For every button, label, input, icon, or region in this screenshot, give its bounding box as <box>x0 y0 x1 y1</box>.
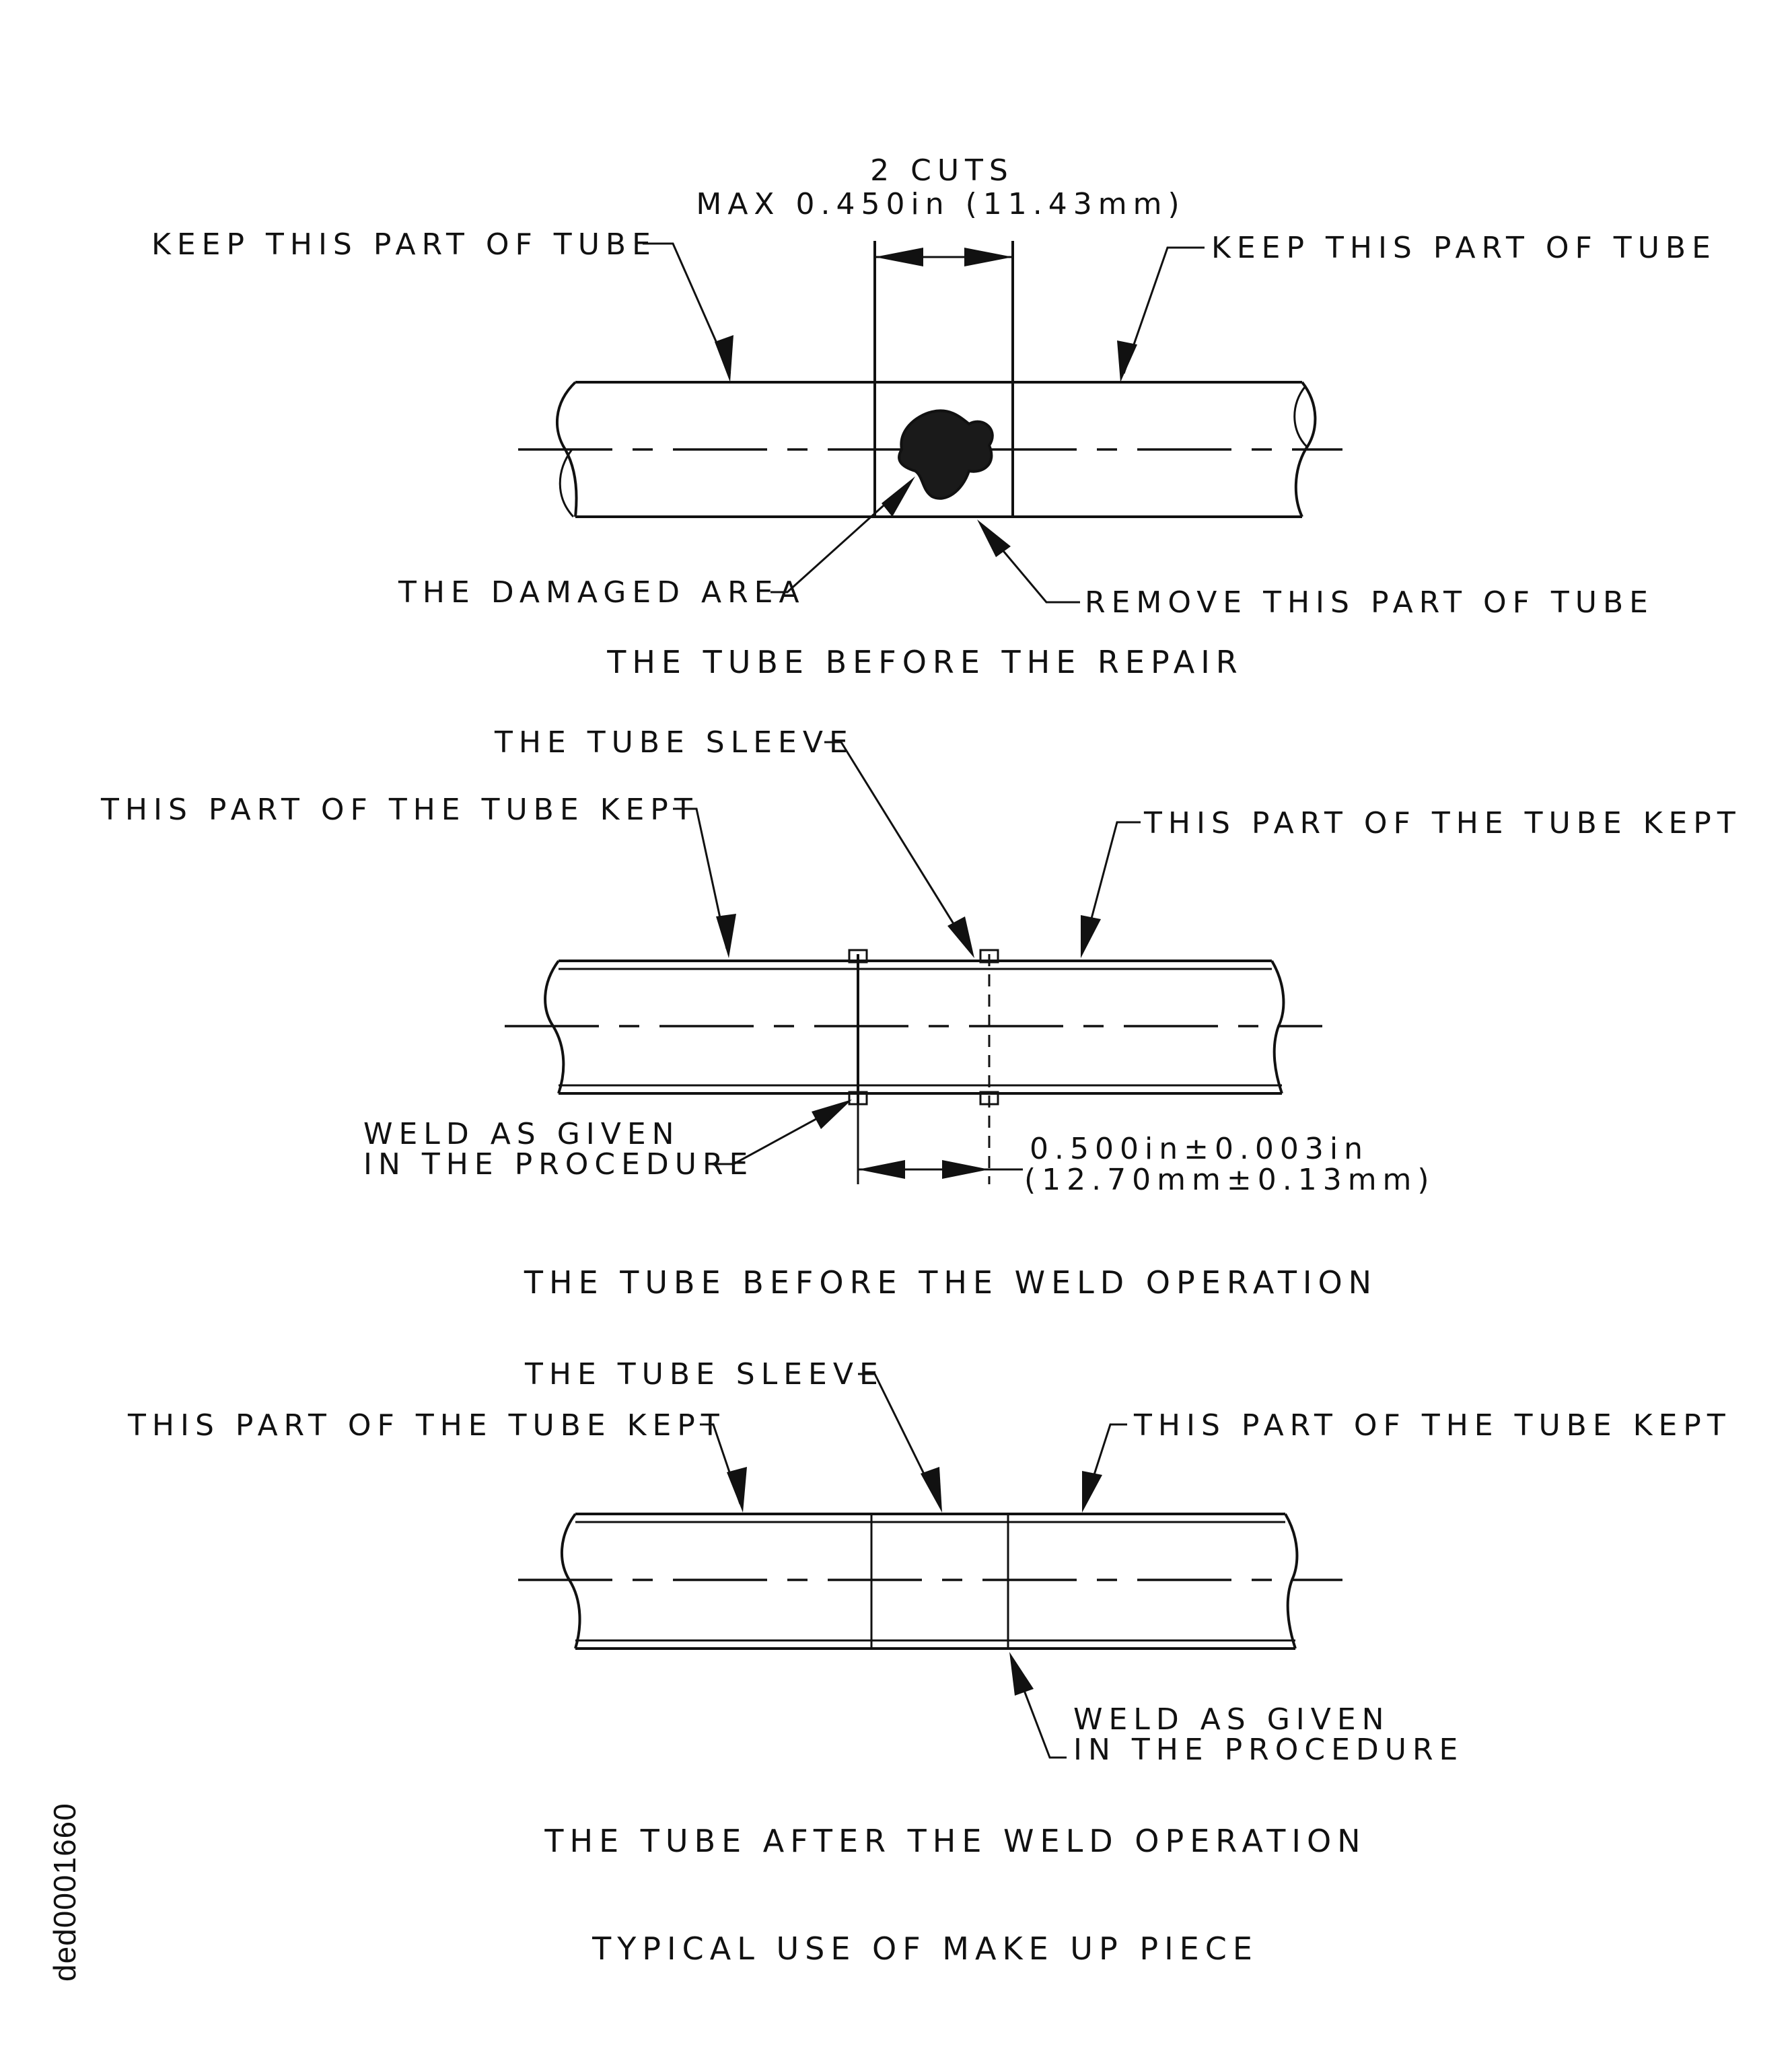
label-kept-right: THIS PART OF THE TUBE KEPT <box>1144 806 1742 840</box>
leader-sleeve <box>824 742 969 949</box>
leader-arrowhead <box>1081 915 1101 958</box>
label-keep-left: KEEP THIS PART OF TUBE <box>151 227 657 262</box>
label-tube-sleeve: THE TUBE SLEEVE <box>525 1357 884 1391</box>
dimension-arrowhead <box>964 248 1013 266</box>
leader-arrowhead <box>715 335 733 382</box>
leader-arrowhead <box>1082 1471 1102 1513</box>
leader-arrowhead <box>1009 1652 1034 1696</box>
label-damaged-area: THE DAMAGED AREA <box>398 575 805 610</box>
leader-arrowhead <box>921 1467 942 1513</box>
caption-after-weld: THE TUBE AFTER THE WELD OPERATION <box>544 1823 1367 1859</box>
label-weld-line2: IN THE PROCEDURE <box>363 1147 754 1182</box>
label-weld-line1: WELD AS GIVEN <box>1073 1702 1390 1737</box>
label-weld-line2: IN THE PROCEDURE <box>1073 1733 1464 1767</box>
label-remove-part: REMOVE THIS PART OF TUBE <box>1085 585 1654 620</box>
drawing-code: ded0001660 <box>47 1803 82 1982</box>
tube-right-break <box>1285 1514 1297 1649</box>
leader-arrowhead <box>882 476 915 517</box>
leader-arrowhead <box>812 1099 852 1129</box>
caption-before-repair: THE TUBE BEFORE THE REPAIR <box>607 644 1244 680</box>
label-kept-right: THIS PART OF THE TUBE KEPT <box>1134 1408 1731 1443</box>
figure-tube-before-repair <box>151 153 1717 680</box>
dimension-label-cuts: 2 CUTS <box>870 153 1014 188</box>
dimension-label-mm: (12.70mm±0.13mm) <box>1024 1163 1435 1197</box>
leader-arrowhead <box>977 519 1011 557</box>
leader-keep-left <box>643 244 730 373</box>
label-kept-left: THIS PART OF THE TUBE KEPT <box>101 793 698 827</box>
label-keep-right: KEEP THIS PART OF TUBE <box>1211 231 1717 265</box>
dimension-arrowhead <box>858 1160 905 1179</box>
tube-right-break-end <box>1295 386 1307 447</box>
tube-left-break <box>562 1514 580 1649</box>
leader-arrowhead <box>727 1467 747 1513</box>
dimension-label-max: MAX 0.450in (11.43mm) <box>696 187 1186 221</box>
label-weld-line1: WELD AS GIVEN <box>363 1117 680 1151</box>
damaged-area-blob <box>899 410 993 498</box>
dimension-arrowhead <box>942 1160 989 1179</box>
leader-arrowhead <box>1117 340 1137 382</box>
dimension-label-inch: 0.500in±0.003in <box>1030 1132 1369 1166</box>
dimension-arrowhead <box>875 248 923 266</box>
leader-keep-right <box>1124 248 1205 373</box>
caption-before-weld: THE TUBE BEFORE THE WELD OPERATION <box>524 1264 1378 1301</box>
sheet-title: TYPICAL USE OF MAKE UP PIECE <box>592 1930 1258 1967</box>
leader-kept-left <box>673 809 727 949</box>
label-tube-sleeve: THE TUBE SLEEVE <box>495 725 854 760</box>
label-kept-left: THIS PART OF THE TUBE KEPT <box>128 1408 725 1443</box>
figure-tube-after-weld <box>127 1357 1731 1859</box>
leader-arrowhead <box>716 914 736 958</box>
leader-arrowhead <box>947 916 974 958</box>
figure-tube-before-weld <box>100 725 1742 1301</box>
